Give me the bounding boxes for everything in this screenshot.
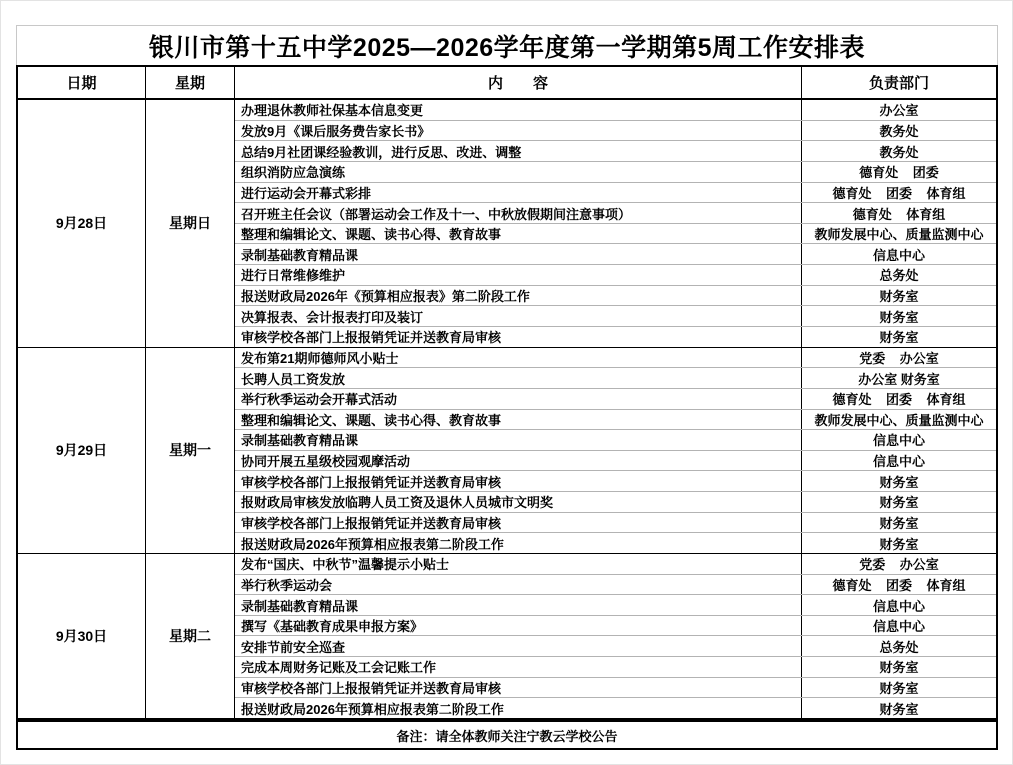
table-header-row: [18, 67, 996, 100]
department-cell: 党委 办公室: [859, 350, 939, 366]
task-content-cell: 组织消防应急演练: [235, 162, 802, 182]
column-header-content: 内 容: [235, 67, 802, 98]
table-row: [235, 410, 996, 431]
section-rows: [235, 554, 996, 718]
table-row: [235, 471, 996, 492]
department-cell: 德育处 团委 体育组: [832, 185, 966, 201]
task-content-cell: 安排节前安全巡查: [235, 636, 802, 656]
weekday-cell: 星期日: [146, 100, 235, 347]
department-cell: 教务处: [879, 123, 919, 139]
task-content-cell: 整理和编辑论文、课题、读书心得、教育故事: [235, 224, 802, 244]
section-rows: [235, 100, 996, 347]
task-content-cell: 录制基础教育精品课: [235, 244, 802, 264]
task-content-cell: 举行秋季运动会开幕式活动: [235, 389, 802, 409]
table-row: [235, 244, 996, 265]
table-body: [18, 100, 996, 718]
table-row: [235, 306, 996, 327]
department-cell: 信息中心: [872, 247, 925, 263]
task-content-cell: 长聘人员工资发放: [235, 368, 802, 388]
task-content-cell: 协同开展五星级校园观摩活动: [235, 451, 802, 471]
table-row: [235, 121, 996, 142]
department-cell: 财务室: [879, 330, 919, 346]
schedule-section: [18, 100, 996, 348]
department-cell: 财务室: [879, 681, 919, 697]
task-content-cell: 发布第21期师德师风小贴士: [235, 348, 802, 368]
task-content-cell: 办理退休教师社保基本信息变更: [235, 100, 802, 120]
schedule-table: [16, 65, 998, 720]
department-cell: 财务室: [879, 289, 919, 305]
table-row: [235, 595, 996, 616]
department-cell: 财务室: [879, 660, 919, 676]
table-row: [235, 533, 996, 553]
weekday-cell: 星期一: [146, 348, 235, 553]
task-content-cell: 录制基础教育精品课: [235, 595, 802, 615]
task-content-cell: 进行日常维修维护: [235, 265, 802, 285]
task-content-cell: 审核学校各部门上报报销凭证并送教育局审核: [235, 327, 802, 347]
table-row: [235, 513, 996, 534]
task-content-cell: 报送财政局2026年《预算相应报表》第二阶段工作: [235, 286, 802, 306]
table-row: [235, 162, 996, 183]
table-row: [235, 141, 996, 162]
table-row: [235, 492, 996, 513]
date-cell: 9月29日: [18, 348, 146, 553]
department-cell: 财务室: [879, 309, 919, 325]
table-row: [235, 554, 996, 575]
department-cell: 财务室: [879, 536, 919, 552]
table-row: [235, 636, 996, 657]
table-row: [235, 265, 996, 286]
section-rows: [235, 348, 996, 553]
table-row: [235, 100, 996, 121]
department-cell: 信息中心: [872, 433, 925, 449]
task-content-cell: 发放9月《课后服务费告家长书》: [235, 121, 802, 141]
department-cell: 信息中心: [872, 619, 925, 635]
task-content-cell: 录制基础教育精品课: [235, 430, 802, 450]
department-cell: 财务室: [879, 474, 919, 490]
date-cell: 9月30日: [18, 554, 146, 718]
column-header-department: 负责部门: [868, 75, 929, 92]
table-row: [235, 678, 996, 699]
task-content-cell: 报财政局审核发放临聘人员工资及退休人员城市文明奖: [235, 492, 802, 512]
table-row: [235, 389, 996, 410]
department-cell: 德育处 团委: [859, 165, 939, 181]
department-cell: 信息中心: [872, 454, 925, 470]
table-row: [235, 286, 996, 307]
task-content-cell: 审核学校各部门上报报销凭证并送教育局审核: [235, 513, 802, 533]
department-cell: 总务处: [879, 268, 919, 284]
task-content-cell: 撰写《基础教育成果申报方案》: [235, 616, 802, 636]
task-content-cell: 整理和编辑论文、课题、读书心得、教育故事: [235, 410, 802, 430]
task-content-cell: 召开班主任会议（部署运动会工作及十一、中秋放假期间注意事项）: [235, 203, 802, 223]
column-header-date: 日期: [18, 67, 146, 98]
schedule-section: [18, 554, 996, 718]
page-title: 银川市第十五中学2025—2026学年度第一学期第5周工作安排表: [16, 25, 998, 65]
task-content-cell: 发布“国庆、中秋节”温馨提示小贴士: [235, 554, 802, 574]
department-cell: 办公室 财务室: [858, 371, 940, 387]
schedule-section: [18, 348, 996, 554]
table-row: [235, 616, 996, 637]
table-row: [235, 575, 996, 596]
department-cell: 德育处 体育组: [852, 206, 946, 222]
table-row: [235, 327, 996, 347]
table-row: [235, 368, 996, 389]
department-cell: 教师发展中心、质量监测中心: [814, 412, 984, 428]
table-row: [235, 430, 996, 451]
task-content-cell: 总结9月社团课经验教训，进行反思、改进、调整: [235, 141, 802, 161]
department-cell: 教师发展中心、质量监测中心: [814, 227, 984, 243]
table-row: [235, 183, 996, 204]
department-cell: 财务室: [879, 516, 919, 532]
table-row: [235, 348, 996, 369]
task-content-cell: 报送财政局2026年预算相应报表第二阶段工作: [235, 533, 802, 553]
date-cell: 9月28日: [18, 100, 146, 347]
table-row: [235, 224, 996, 245]
column-header-week: 星期: [146, 67, 235, 98]
department-cell: 德育处 团委 体育组: [832, 577, 966, 593]
task-content-cell: 举行秋季运动会: [235, 575, 802, 595]
department-cell: 党委 办公室: [859, 557, 939, 573]
task-content-cell: 审核学校各部门上报报销凭证并送教育局审核: [235, 471, 802, 491]
department-cell: 财务室: [879, 701, 919, 717]
task-content-cell: 完成本周财务记账及工会记账工作: [235, 657, 802, 677]
weekday-cell: 星期二: [146, 554, 235, 718]
task-content-cell: 决算报表、会计报表打印及装订: [235, 306, 802, 326]
table-row: [235, 657, 996, 678]
department-cell: 财务室: [879, 495, 919, 511]
department-cell: 办公室: [879, 103, 919, 119]
footer-note: 备注：请全体教师关注宁教云学校公告: [16, 720, 998, 750]
table-row: [235, 698, 996, 718]
table-row: [235, 203, 996, 224]
department-cell: 教务处: [879, 144, 919, 160]
table-row: [235, 451, 996, 472]
task-content-cell: 进行运动会开幕式彩排: [235, 183, 802, 203]
department-cell: 总务处: [879, 639, 919, 655]
department-cell: 德育处 团委 体育组: [832, 392, 966, 408]
department-cell: 信息中心: [872, 598, 925, 614]
task-content-cell: 审核学校各部门上报报销凭证并送教育局审核: [235, 678, 802, 698]
task-content-cell: 报送财政局2026年预算相应报表第二阶段工作: [235, 698, 802, 718]
